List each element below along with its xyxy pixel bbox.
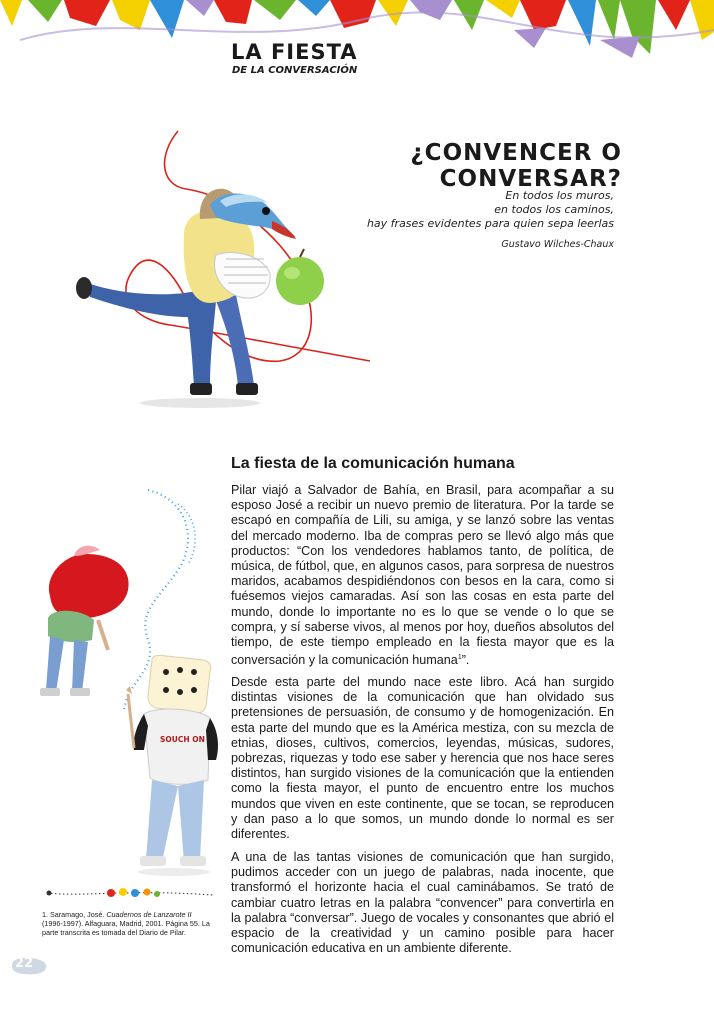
paragraph-1 — [231, 483, 614, 669]
side-illustration — [28, 480, 218, 880]
footnote-author: Saramago, José. — [50, 910, 105, 919]
page-number-badge — [10, 955, 50, 977]
footnote-details: (1996-1997). Alfaguara, Madrid, 2001. Página 55. La parte transcrita es tomada del Diario de Pilar. — [42, 918, 210, 937]
paragraph-1-text: Pilar viajó a Salvador de Bahía, en Brasil, para acompañar a su esposo José a recibir un nuevo premio de literatura. Por la tarde se escapó en compañía de Lili, su amiga, y se lanzó sobre las ventas del mercado moderno. Iba de compras pero se llevó algo más que productos: “Con los vendedores hablamos tanto, de política, de música, de fútbol, que, en algunos casos, para sorpresa de nuestros maridos, acabamos despidiéndonos con besos en la cara, como si fuésemos viejos camaradas. Así son las cosas en esta parte del mundo, donde lo importante no es lo que se vende o lo que se compra, y sí saberse vivos, al menos por hoy, dueños absolutos del tiempo, de este tiempo empleado en la fiesta mayor que es la conversación y la comunicación humana — [231, 483, 614, 668]
paragraph-2: Desde esta parte del mundo nace este libro. Acá han surgido distintas visiones de la comunicación que han olvidado sus pretensiones de persuasión, de consumo y de homogenización. En esta parte del mundo que es la América mestiza, con su mezcla de etnias, dioses, cultivos, comercios, leyendas, músicas, sudores, pobrezas, riquezas y todo ese saber y herencia que nos hace seres distintos, han surgido visiones de la comunicación que la entienden como la fiesta mayor, el punto de encuentro entre los muchos mundos que viven en este continente, que se tocan, se reproducen y dan paso a lo que somos, un mundo donde lo normal es ser diferentes. — [231, 675, 614, 842]
paragraph-1-end: ”. — [461, 653, 470, 668]
epigraph-author: Gustavo Wilches-Chaux — [501, 239, 614, 250]
section-heading: La fiesta de la comunicación humana — [231, 455, 515, 472]
paragraph-3: A una de las tantas visiones de comunicación que han surgido, pudimos acceder con un juego de palabras, nada inocente, que transformó el horizonte hacia el cual caminábamos. Se trató de cambiar cuatro letras en la palabra “convencer” para convertirla en la palabra “conversar”. Juego de vocales y consonantes que abrió el espacio de la creatividad y un camino posible para hacer comunicación educativa en un ambiente diferente. — [231, 850, 614, 956]
epigraph-line: hay frases evidentes para quien sepa leerlas — [366, 217, 614, 230]
logo — [231, 40, 358, 76]
logo-subtitle: DE LA CONVERSACIÓN — [232, 65, 358, 76]
article-title: ¿CONVENCER O CONVERSAR? — [410, 140, 622, 192]
footnote-reference[interactable]: 1 — [457, 654, 462, 662]
epigraph-line: en todos los caminos, — [494, 203, 614, 216]
epigraph — [330, 189, 614, 231]
decorative-divider — [45, 883, 215, 903]
page-number: 22 — [15, 956, 34, 971]
footnote — [42, 911, 214, 937]
footnote-work: Cuadernos de Lanzarote II — [106, 910, 192, 919]
shirt-print: SOUCH ON — [160, 735, 205, 744]
footnote-number: 1. — [42, 910, 48, 919]
epigraph-line: En todos los muros, — [505, 189, 614, 202]
logo-title: LA FIESTA — [231, 40, 358, 64]
